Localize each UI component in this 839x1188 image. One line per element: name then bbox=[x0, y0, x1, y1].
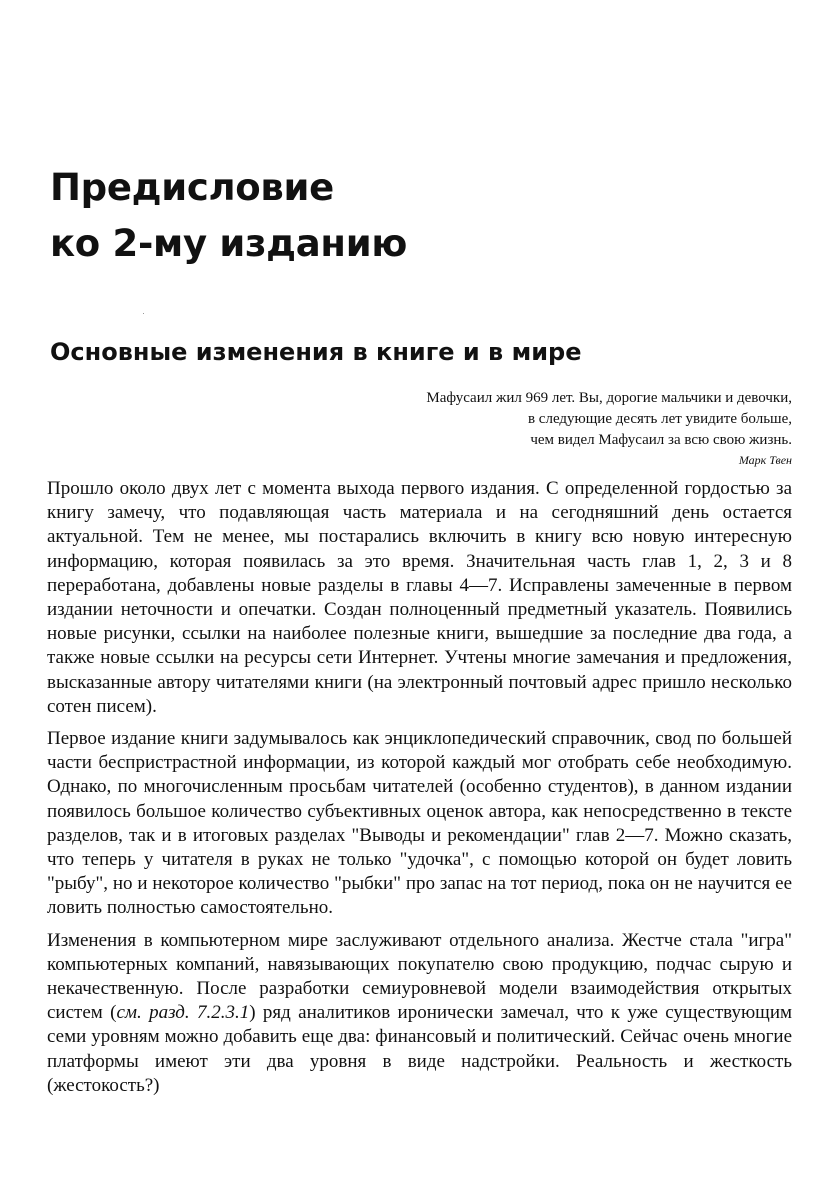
body-text bbox=[47, 477, 792, 1106]
section-cross-reference: см. разд. 7.2.3.1 bbox=[116, 1002, 250, 1024]
epigraph-author: Марк Твен bbox=[738, 453, 792, 467]
chapter-title-line-1: Предисловие bbox=[50, 166, 334, 209]
paragraph-2: Первое издание книги задумывалось как энциклопедический справочник, свод по большей части беспристрастной информации, из которой каждый мог отобрать себе необходимую. Однако, по многочисленным просьбам читателей (особенно студентов), в данном издании появилось большое количество субъективных оценок автора, как непосредственно в тексте разделов, так и в итоговых разделах "Выводы и рекомендации" глав 2—7. Можно сказать, что теперь у читателя в руках не только "удочка", с помощью которой он будет ловить "рыбу", но и некоторое количество "рыбки" про запас на тот период, пока он не научится ее ловить полностью самостоятельно. bbox=[47, 728, 792, 919]
chapter-title bbox=[50, 160, 407, 272]
chapter-title-line-2: ко 2-му изданию bbox=[50, 222, 407, 265]
paragraph-3-text-end: ) ряд аналитиков иронически замечал, что к уже существующим семи уровням можно добавить еще два: финансовый и политический. Сейчас очень многие платформы имеют эти два уровня в виде надстройки. Реальность и жесткость (жестокость?) bbox=[47, 1002, 793, 1096]
epigraph bbox=[272, 388, 792, 469]
epigraph-line-2: в следующие десять лет увидите больше, bbox=[527, 411, 792, 427]
paragraph-1: Прошло около двух лет с момента выхода первого издания. С определенной гордостью за книгу замечу, что подавляющая часть материала и на сегодняшний день остается актуальной. Тем не менее, мы постарались включить в книгу всю новую интересную информацию, которая появилась за это время. Значительная часть глав 1, 2, 3 и 8 переработана, добавлены новые разделы в главы 4—7. Исправлены замеченные в первом издании неточности и опечатки. Создан полноценный предметный указатель. Появились новые рисунки, ссылки на наиболее полезные книги, вышедшие за последние два года, а также новые ссылки на ресурсы сети Интернет. Учтены многие замечания и предложения, высказанные автору читателями книги (на электронный почтовый адрес пришло несколько сотен писем). bbox=[47, 478, 792, 717]
paragraph-3-text-start: Изменения в компьютерном мире заслуживают отдельного анализа. Жестче стала "игра" компьютерных компаний, навязывающих покупателю свою продукцию, подчас сырую и некачественную. После разработки семиуровневой модели взаимодействия открытых систем ( bbox=[47, 929, 792, 1024]
section-title: Основные изменения в книге и в мире bbox=[50, 338, 582, 366]
epigraph-line-3: чем видел Мафусаил за всю свою жизнь. bbox=[530, 432, 792, 448]
paragraph-3 bbox=[47, 929, 792, 1098]
scan-speck bbox=[143, 313, 144, 314]
epigraph-line-1: Мафусаил жил 969 лет. Вы, дорогие мальчики и девочки, bbox=[426, 390, 792, 406]
